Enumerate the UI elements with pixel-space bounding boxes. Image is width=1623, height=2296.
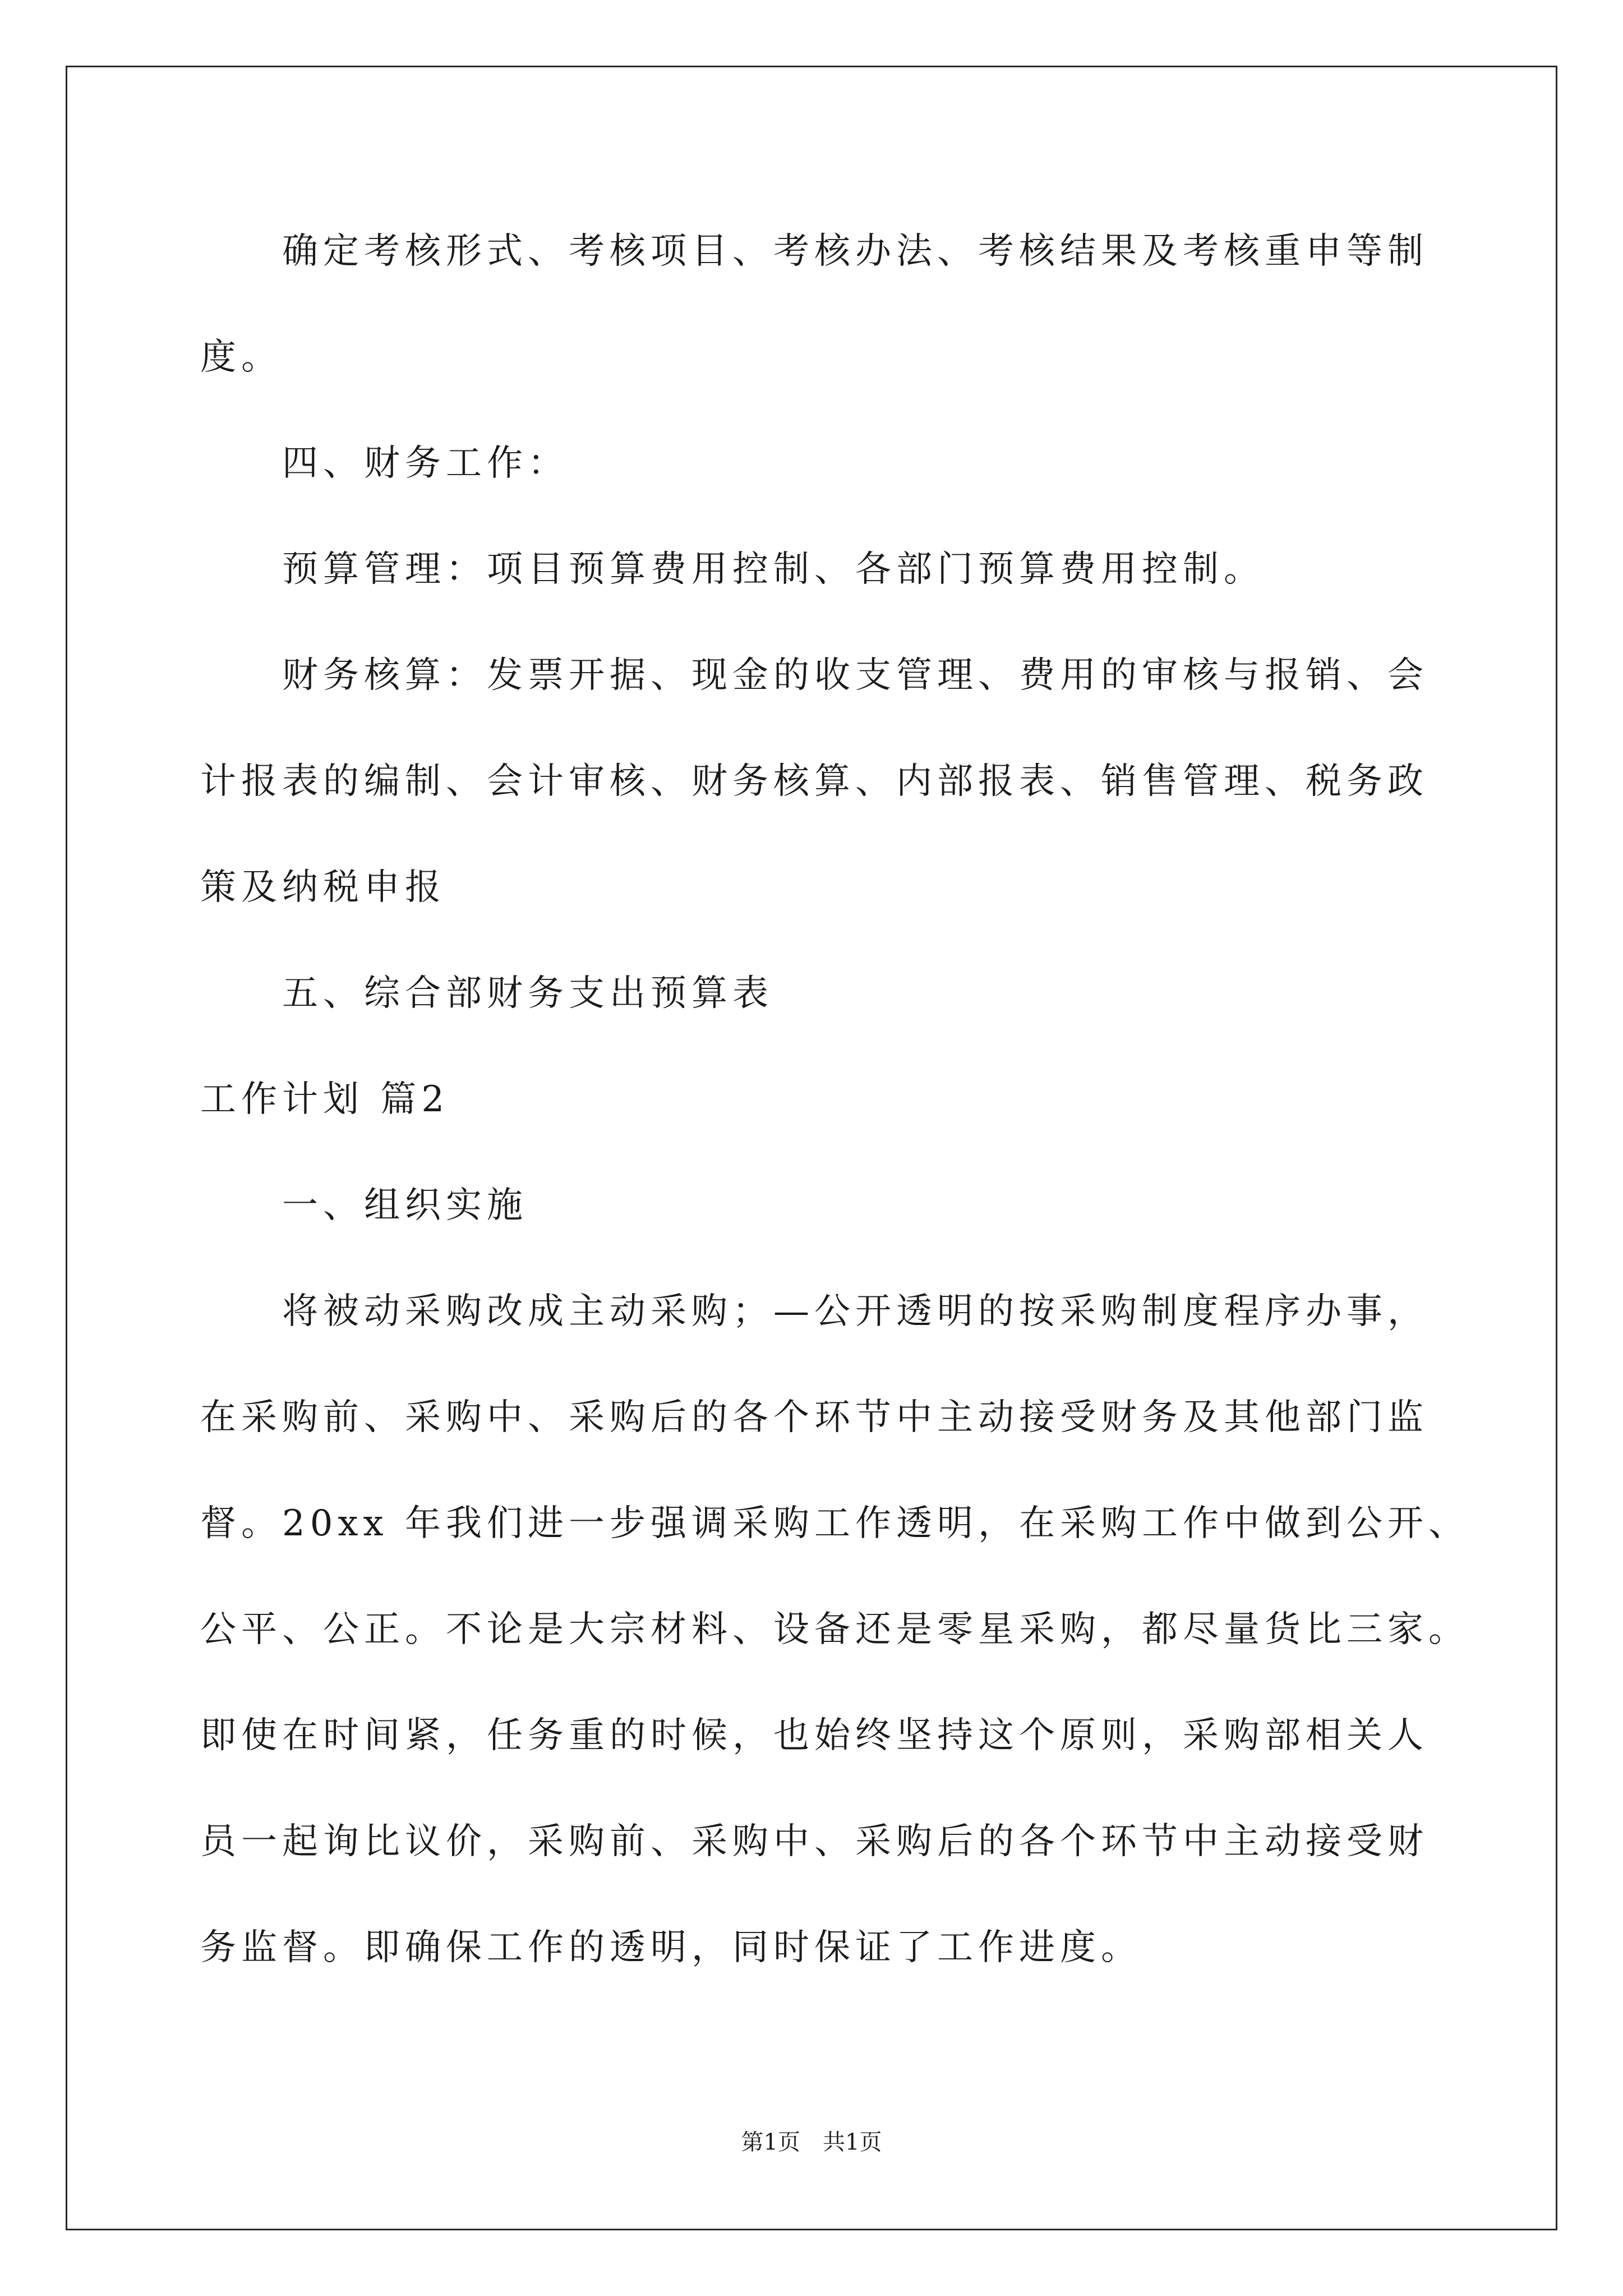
paragraph — [200, 1259, 1524, 2001]
text-line: 一、组织实施 — [282, 1185, 528, 1226]
text-line: 即使在时间紧，任务重的时候，也始终坚持这个原则，采购部相关人 — [200, 1715, 1428, 1756]
text-line: 工作计划 篇2 — [200, 1079, 450, 1120]
text-line: 务监督。即确保工作的透明，同时保证了工作进度。 — [200, 1927, 1142, 1968]
text-line: 在采购前、采购中、采购后的各个环节中主动接受财务及其他部门监 — [200, 1397, 1428, 1438]
paragraph — [200, 517, 1524, 623]
text-line: 计报表的编制、会计审核、财务核算、内部报表、销售管理、税务政 — [200, 761, 1428, 802]
text-line: 将被动采购改成主动采购；—公开透明的按采购制度程序办事， — [282, 1291, 1428, 1332]
text-line: 督。20xx 年我们进一步强调采购工作透明，在采购工作中做到公开、 — [200, 1503, 1469, 1544]
text-line: 四、财务工作： — [282, 443, 569, 484]
text-line: 员一起询比议价，采购前、采购中、采购后的各个环节中主动接受财 — [200, 1821, 1428, 1862]
text-line: 预算管理：项目预算费用控制、各部门预算费用控制。 — [282, 549, 1265, 590]
text-line: 公平、公正。不论是大宗材料、设备还是零星采购，都尽量货比三家。 — [200, 1609, 1469, 1650]
section-heading-finance — [200, 411, 1524, 517]
text-line: 确定考核形式、考核项目、考核办法、考核结果及考核重申等制 — [282, 231, 1428, 272]
document-body — [200, 199, 1524, 2001]
section-heading-organization — [200, 1153, 1524, 1259]
text-line: 五、综合部财务支出预算表 — [282, 973, 773, 1014]
paragraph — [200, 623, 1524, 941]
text-line: 财务核算：发票开据、现金的收支管理、费用的审核与报销、会 — [282, 655, 1428, 696]
text-line: 度。 — [200, 337, 282, 378]
paragraph — [200, 199, 1524, 411]
page-number-footer: 第1页 共1页 — [741, 2129, 882, 2155]
section-heading-budget — [200, 941, 1524, 1047]
text-line: 策及纳税申报 — [200, 867, 446, 908]
document-section-title — [200, 1047, 1524, 1153]
